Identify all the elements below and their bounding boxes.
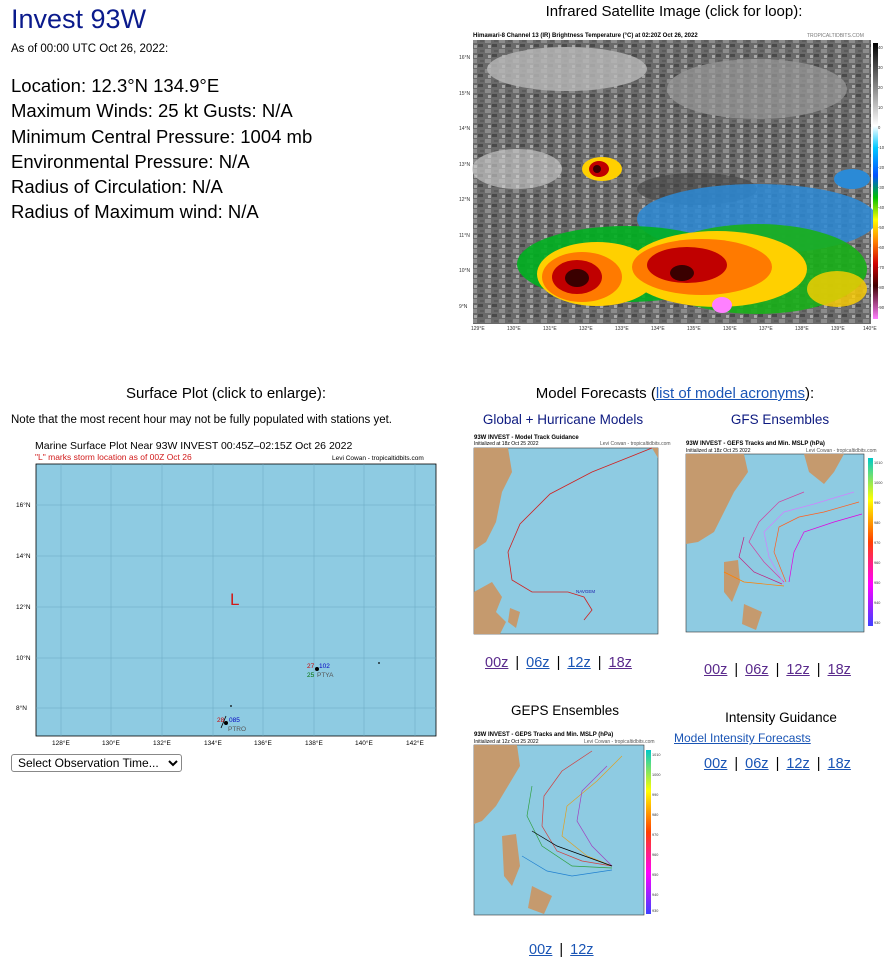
svg-text:970: 970 — [652, 833, 659, 837]
svg-text:960: 960 — [652, 853, 659, 857]
svg-text:990: 990 — [652, 793, 659, 797]
svg-text:16°N: 16°N — [16, 502, 31, 509]
surface-lat-labels — [16, 501, 31, 712]
svg-text:132°E: 132°E — [153, 740, 171, 747]
svg-text:Initialized at 18z Oct 25 2022: Initialized at 18z Oct 25 2022 — [686, 448, 751, 454]
surface-plot-link[interactable] — [10, 436, 442, 748]
fact-radius-circulation: Radius of Circulation: N/A — [11, 176, 223, 198]
gfs-ensembles-runs: 00z | 06z | 12z | 18z — [704, 662, 851, 678]
surface-plot-credit: Levi Cowan - tropicaltidbits.com — [332, 455, 424, 462]
svg-text:1000: 1000 — [874, 481, 883, 485]
svg-text:130°E: 130°E — [102, 740, 120, 747]
svg-text:10: 10 — [878, 105, 883, 110]
svg-text:940: 940 — [874, 601, 881, 605]
svg-text:Initialized at 18z Oct 25 2022: Initialized at 18z Oct 25 2022 — [474, 441, 539, 447]
svg-text:20: 20 — [878, 85, 883, 90]
svg-text:138°E: 138°E — [795, 326, 809, 332]
geps-ensembles-image — [462, 726, 662, 918]
svg-text:960: 960 — [874, 561, 881, 565]
svg-text:12°N: 12°N — [459, 197, 471, 203]
svg-text:1010: 1010 — [652, 753, 661, 757]
satellite-lon-labels — [471, 326, 877, 332]
svg-text:-30: -30 — [878, 185, 885, 190]
svg-text:10°N: 10°N — [459, 268, 471, 274]
fact-env-pressure: Environmental Pressure: N/A — [11, 150, 250, 172]
svg-text:138°E: 138°E — [305, 740, 323, 747]
svg-text:Levi Cowan - tropicaltidbits.c: Levi Cowan - tropicaltidbits.com — [584, 739, 655, 745]
svg-text:131°E: 131°E — [543, 326, 557, 332]
svg-text:-70: -70 — [878, 265, 885, 270]
gfs-run-00z[interactable]: 00z — [704, 662, 728, 678]
surface-plot-image — [10, 436, 442, 748]
models-heading: Model Forecasts (list of model acronyms): — [535, 385, 815, 402]
surface-plot-title: Marine Surface Plot Near 93W INVEST 00:45Z–02:15Z Oct 26 2022 — [35, 440, 353, 452]
svg-text:40: 40 — [878, 45, 883, 50]
intensity-heading: Intensity Guidance — [725, 710, 837, 725]
svg-text:134°E: 134°E — [204, 740, 222, 747]
svg-text:136°E: 136°E — [254, 740, 272, 747]
svg-text:135°E: 135°E — [687, 326, 701, 332]
svg-text:-90: -90 — [878, 305, 885, 310]
surface-plot-subtitle: "L" marks storm location as of 00Z Oct 26 — [35, 452, 192, 462]
svg-text:14°N: 14°N — [459, 126, 471, 132]
svg-text:990: 990 — [874, 501, 881, 505]
intensity-run-00z[interactable]: 00z — [704, 756, 728, 772]
ir-scale-labels — [878, 45, 885, 310]
geps-ensembles-runs: 00z | 12z — [529, 942, 594, 958]
intensity-forecasts-link[interactable]: Model Intensity Forecasts — [674, 731, 811, 745]
geps-run-12z[interactable]: 12z — [570, 942, 594, 958]
satellite-plot-title: Himawari-8 Channel 13 (IR) Brightness Temperature (°C) at 02:20Z Oct 26, 2022 — [473, 33, 698, 39]
svg-text:12°N: 12°N — [16, 604, 31, 611]
fact-radius-max-wind: Radius of Maximum wind: N/A — [11, 201, 259, 223]
svg-text:0: 0 — [878, 125, 881, 130]
svg-text:-50: -50 — [878, 225, 885, 230]
observation-time-select[interactable] — [11, 754, 182, 772]
svg-text:-40: -40 — [878, 205, 885, 210]
svg-text:139°E: 139°E — [831, 326, 845, 332]
geps-ensembles-image-link[interactable] — [462, 726, 662, 918]
svg-text:132°E: 132°E — [579, 326, 593, 332]
svg-text:130°E: 130°E — [507, 326, 521, 332]
svg-text:Levi Cowan - tropicaltidbits.c: Levi Cowan - tropicaltidbits.com — [806, 448, 877, 454]
svg-text:102: 102 — [319, 663, 330, 670]
surface-note: Note that the most recent hour may not be fully populated with stations yet. — [11, 414, 392, 426]
as-of-time: As of 00:00 UTC Oct 26, 2022: — [11, 43, 169, 55]
intensity-run-18z[interactable]: 18z — [827, 756, 851, 772]
svg-text:25: 25 — [307, 672, 315, 679]
svg-text:136°E: 136°E — [723, 326, 737, 332]
svg-text:14°N: 14°N — [16, 553, 31, 560]
satellite-heading: Infrared Satellite Image (click for loop): — [545, 3, 803, 20]
satellite-credit: TROPICALTIDBITS.COM — [807, 33, 864, 39]
svg-text:980: 980 — [874, 521, 881, 525]
svg-text:970: 970 — [874, 541, 881, 545]
storm-facts — [11, 73, 312, 225]
global-run-00z[interactable]: 00z — [485, 655, 509, 671]
svg-text:950: 950 — [652, 873, 659, 877]
global-models-heading: Global + Hurricane Models — [482, 412, 644, 427]
svg-text:9°N: 9°N — [459, 304, 468, 310]
surface-heading: Surface Plot (click to enlarge): — [125, 385, 327, 402]
global-run-18z[interactable]: 18z — [608, 655, 632, 671]
geps-run-00z[interactable]: 00z — [529, 942, 553, 958]
satellite-image — [457, 29, 885, 333]
surface-lon-labels — [52, 739, 424, 747]
svg-text:140°E: 140°E — [863, 326, 877, 332]
svg-text:-20: -20 — [878, 165, 885, 170]
satellite-image-link[interactable] — [457, 29, 885, 333]
gfs-ensembles-image — [684, 432, 884, 638]
svg-text:15°N: 15°N — [459, 91, 471, 97]
navgem-track-label: NAVGEM — [576, 589, 596, 594]
svg-text:93W INVEST - GEFS Tracks and M: 93W INVEST - GEFS Tracks and Min. MSLP (hPa) — [686, 441, 825, 447]
svg-text:28: 28 — [217, 717, 225, 724]
intensity-run-12z[interactable]: 12z — [786, 756, 810, 772]
svg-text:16°N: 16°N — [459, 55, 471, 61]
fact-max-winds: Maximum Winds: 25 kt Gusts: N/A — [11, 100, 293, 122]
global-run-12z[interactable]: 12z — [567, 655, 591, 671]
svg-text:11°N: 11°N — [459, 233, 470, 239]
svg-text:-80: -80 — [878, 285, 885, 290]
fact-location: Location: 12.3°N 134.9°E — [11, 75, 220, 96]
geps-ensembles-heading: GEPS Ensembles — [510, 703, 620, 718]
svg-text:930: 930 — [652, 909, 659, 913]
svg-text:128°E: 128°E — [52, 740, 70, 747]
storm-location-marker: L — [230, 590, 240, 609]
svg-text:133°E: 133°E — [615, 326, 629, 332]
svg-text:950: 950 — [874, 581, 881, 585]
gfs-run-06z[interactable]: 06z — [745, 662, 769, 678]
svg-text:-60: -60 — [878, 245, 885, 250]
svg-text:1000: 1000 — [652, 773, 661, 777]
svg-text:Initialized at 12z Oct 25 2022: Initialized at 12z Oct 25 2022 — [474, 739, 539, 745]
fact-min-pressure: Minimum Central Pressure: 1004 mb — [11, 125, 313, 147]
svg-text:Levi Cowan - tropicaltidbits.c: Levi Cowan - tropicaltidbits.com — [600, 441, 671, 447]
svg-text:085: 085 — [229, 717, 240, 724]
global-models-image-link[interactable] — [472, 432, 671, 636]
svg-text:930: 930 — [874, 621, 881, 625]
storm-name: Invest 93W — [11, 4, 147, 34]
svg-text:137°E: 137°E — [759, 326, 773, 332]
svg-text:134°E: 134°E — [651, 326, 665, 332]
satellite-lat-labels — [459, 55, 471, 310]
svg-text:-10: -10 — [878, 145, 885, 150]
svg-text:8°N: 8°N — [16, 705, 27, 712]
gfs-run-12z[interactable]: 12z — [786, 662, 810, 678]
svg-text:30: 30 — [878, 65, 883, 70]
global-models-runs: 00z | 06z | 12z | 18z — [485, 655, 632, 671]
svg-text:1010: 1010 — [874, 461, 883, 465]
intensity-run-06z[interactable]: 06z — [745, 756, 769, 772]
gfs-ensembles-image-link[interactable] — [684, 432, 884, 638]
svg-text:13°N: 13°N — [459, 162, 471, 168]
global-run-06z[interactable]: 06z — [526, 655, 550, 671]
global-models-image — [472, 432, 671, 636]
intensity-runs: 00z | 06z | 12z | 18z — [704, 756, 851, 772]
svg-text:PTYA: PTYA — [317, 672, 334, 679]
svg-text:27: 27 — [307, 663, 315, 670]
svg-text:142°E: 142°E — [406, 740, 424, 747]
svg-text:140°E: 140°E — [355, 740, 373, 747]
svg-text:93W INVEST - GEPS Tracks and M: 93W INVEST - GEPS Tracks and Min. MSLP (hPa) — [474, 732, 614, 738]
svg-text:10°N: 10°N — [16, 655, 31, 662]
svg-text:93W INVEST - Model Track Guida: 93W INVEST - Model Track Guidance — [474, 435, 579, 441]
svg-text:PTRO: PTRO — [228, 726, 247, 733]
svg-text:940: 940 — [652, 893, 659, 897]
gfs-ensembles-heading: GFS Ensembles — [730, 412, 830, 427]
svg-text:129°E: 129°E — [471, 326, 485, 332]
gfs-run-18z[interactable]: 18z — [827, 662, 851, 678]
svg-text:980: 980 — [652, 813, 659, 817]
model-acronyms-link[interactable]: list of model acronyms — [655, 385, 806, 402]
